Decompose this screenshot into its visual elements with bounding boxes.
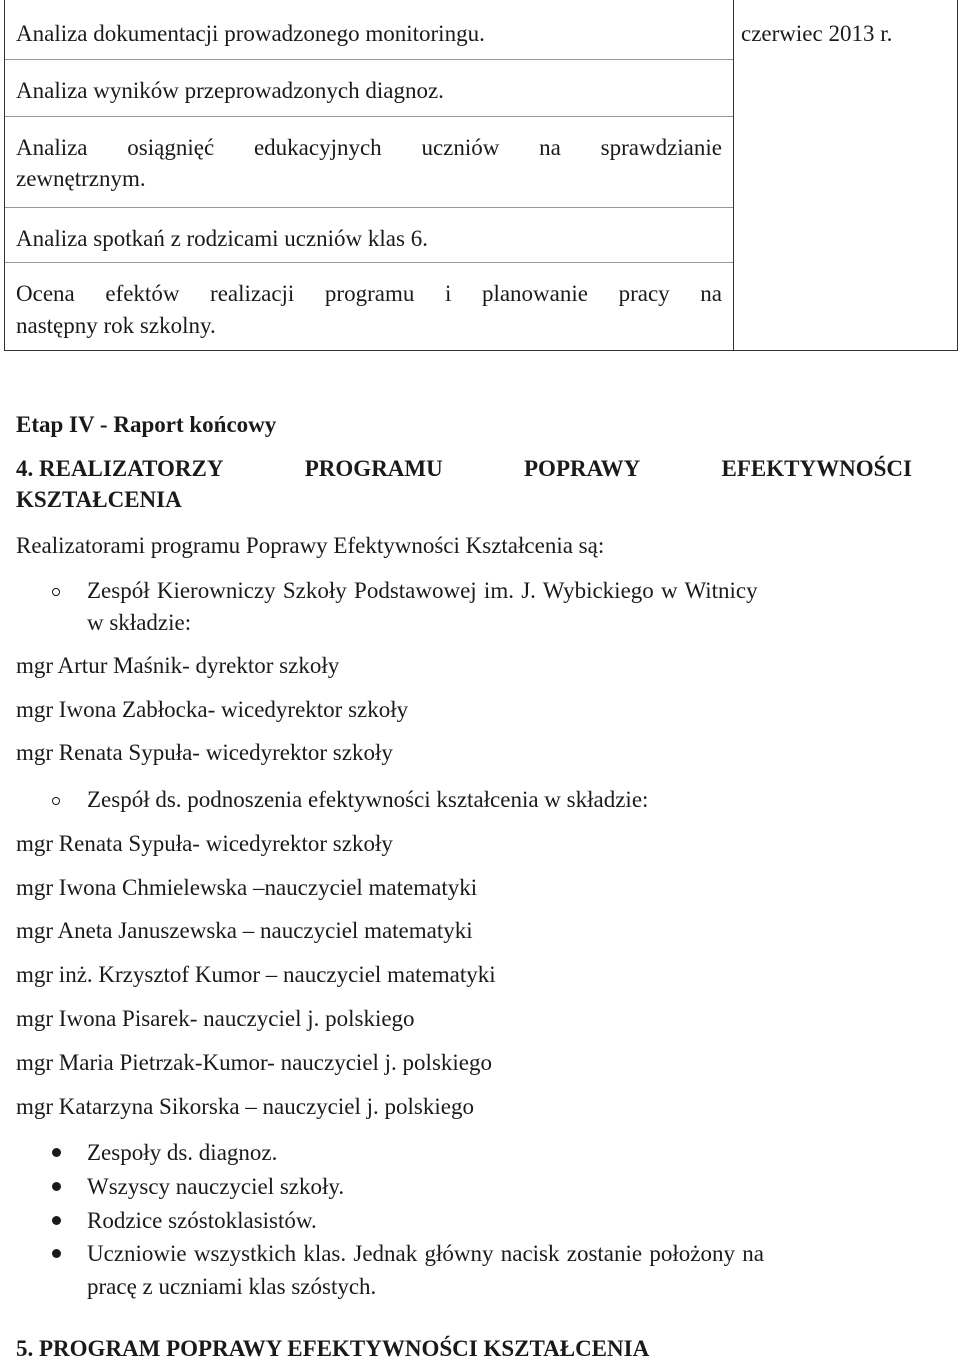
table-row-word: planowanie xyxy=(481,281,588,306)
group-item: Wszyscy nauczyciel szkoły. xyxy=(87,1174,345,1199)
group-item-last-line-1: Uczniowie wszystkich klas. Jednak główny nacisk zostanie położony na xyxy=(87,1241,764,1266)
table-row-word: osiągnięć xyxy=(127,135,215,160)
table-row-word: Analiza xyxy=(16,135,88,160)
team-2-member: mgr Renata Sypuła- wicedyrektor szkoły xyxy=(16,831,393,856)
table-row-2: Analiza wyników przeprowadzonych diagnoz. xyxy=(16,78,444,103)
table-row-3-line-2: zewnętrznym. xyxy=(16,166,146,191)
table-date: czerwiec 2013 r. xyxy=(741,21,893,46)
team-2-member: mgr Maria Pietrzak-Kumor- nauczyciel j. polskiego xyxy=(16,1050,492,1075)
section-4-intro: Realizatorami programu Poprawy Efektywności Kształcenia są: xyxy=(16,533,605,558)
group-item: Zespoły ds. diagnoz. xyxy=(87,1140,278,1165)
bullet-solid-icon xyxy=(52,1216,61,1225)
table-row-word: uczniów xyxy=(421,135,500,160)
team-1-bullet-line-2: w składzie: xyxy=(87,610,192,635)
team-2-member: mgr Aneta Januszewska – nauczyciel matematyki xyxy=(16,918,473,943)
team-2-member: mgr Iwona Chmielewska –nauczyciel matematyki xyxy=(16,875,478,900)
table-row-word: pracy xyxy=(618,281,670,306)
table-row-word: edukacyjnych xyxy=(253,135,382,160)
team-1-member: mgr Iwona Zabłocka- wicedyrektor szkoły xyxy=(16,697,409,722)
bullet-hollow-icon xyxy=(52,797,60,805)
bullet-hollow-icon xyxy=(52,588,60,596)
bullet-solid-icon xyxy=(52,1148,61,1157)
group-item-last-line-2: pracę z uczniami klas szóstych. xyxy=(87,1274,377,1299)
section-4-heading-line-2: KSZTAŁCENIA xyxy=(16,487,182,512)
table-row-word: realizacji xyxy=(210,281,295,306)
table-row-4: Analiza spotkań z rodzicami uczniów klas 6. xyxy=(16,226,428,251)
section-4-heading xyxy=(16,457,912,480)
table-row-word: na xyxy=(700,281,722,306)
team-1-member: mgr Artur Maśnik- dyrektor szkoły xyxy=(16,653,340,678)
section-4-heading-word: POPRAWY xyxy=(524,456,641,481)
table-row-5-line-1 xyxy=(16,282,722,305)
table-row-3-line-1 xyxy=(16,136,722,159)
team-2-member: mgr Iwona Pisarek- nauczyciel j. polskiego xyxy=(16,1006,415,1031)
table-row-divider xyxy=(5,207,733,208)
table-row-word: programu xyxy=(324,281,415,306)
team-1-bullet-line-1: Zespół Kierowniczy Szkoły Podstawowej im. J. Wybickiego w Witnicy xyxy=(87,578,758,603)
table-row-divider xyxy=(5,116,733,117)
table-row-word: na xyxy=(539,135,561,160)
table-column-divider xyxy=(733,0,734,350)
table-row-word: i xyxy=(444,281,452,306)
section-5-heading: 5. PROGRAM POPRAWY EFEKTYWNOŚCI KSZTAŁCENIA xyxy=(16,1336,650,1361)
table-row-divider xyxy=(5,59,733,60)
table-row-word: efektów xyxy=(105,281,180,306)
section-4-heading-word: PROGRAMU xyxy=(304,456,443,481)
team-2-member: mgr Katarzyna Sikorska – nauczyciel j. polskiego xyxy=(16,1094,474,1119)
bullet-solid-icon xyxy=(52,1182,61,1191)
bullet-solid-icon xyxy=(52,1249,61,1258)
table-row-5-line-2: następny rok szkolny. xyxy=(16,313,216,338)
stage-heading: Etap IV - Raport końcowy xyxy=(16,412,277,437)
table-row-word: sprawdzianie xyxy=(600,135,722,160)
group-item: Rodzice szóstoklasistów. xyxy=(87,1208,317,1233)
table-row-word: Ocena xyxy=(16,281,75,306)
team-1-member: mgr Renata Sypuła- wicedyrektor szkoły xyxy=(16,740,393,765)
section-4-heading-word: EFEKTYWNOŚCI xyxy=(721,456,912,481)
team-2-bullet: Zespół ds. podnoszenia efektywności kształcenia w składzie: xyxy=(87,787,649,812)
section-4-heading-word: 4. REALIZATORZY xyxy=(16,456,224,481)
team-2-member: mgr inż. Krzysztof Kumor – nauczyciel matematyki xyxy=(16,962,496,987)
table-row-1: Analiza dokumentacji prowadzonego monitoringu. xyxy=(16,21,485,46)
table-row-divider xyxy=(5,262,733,263)
